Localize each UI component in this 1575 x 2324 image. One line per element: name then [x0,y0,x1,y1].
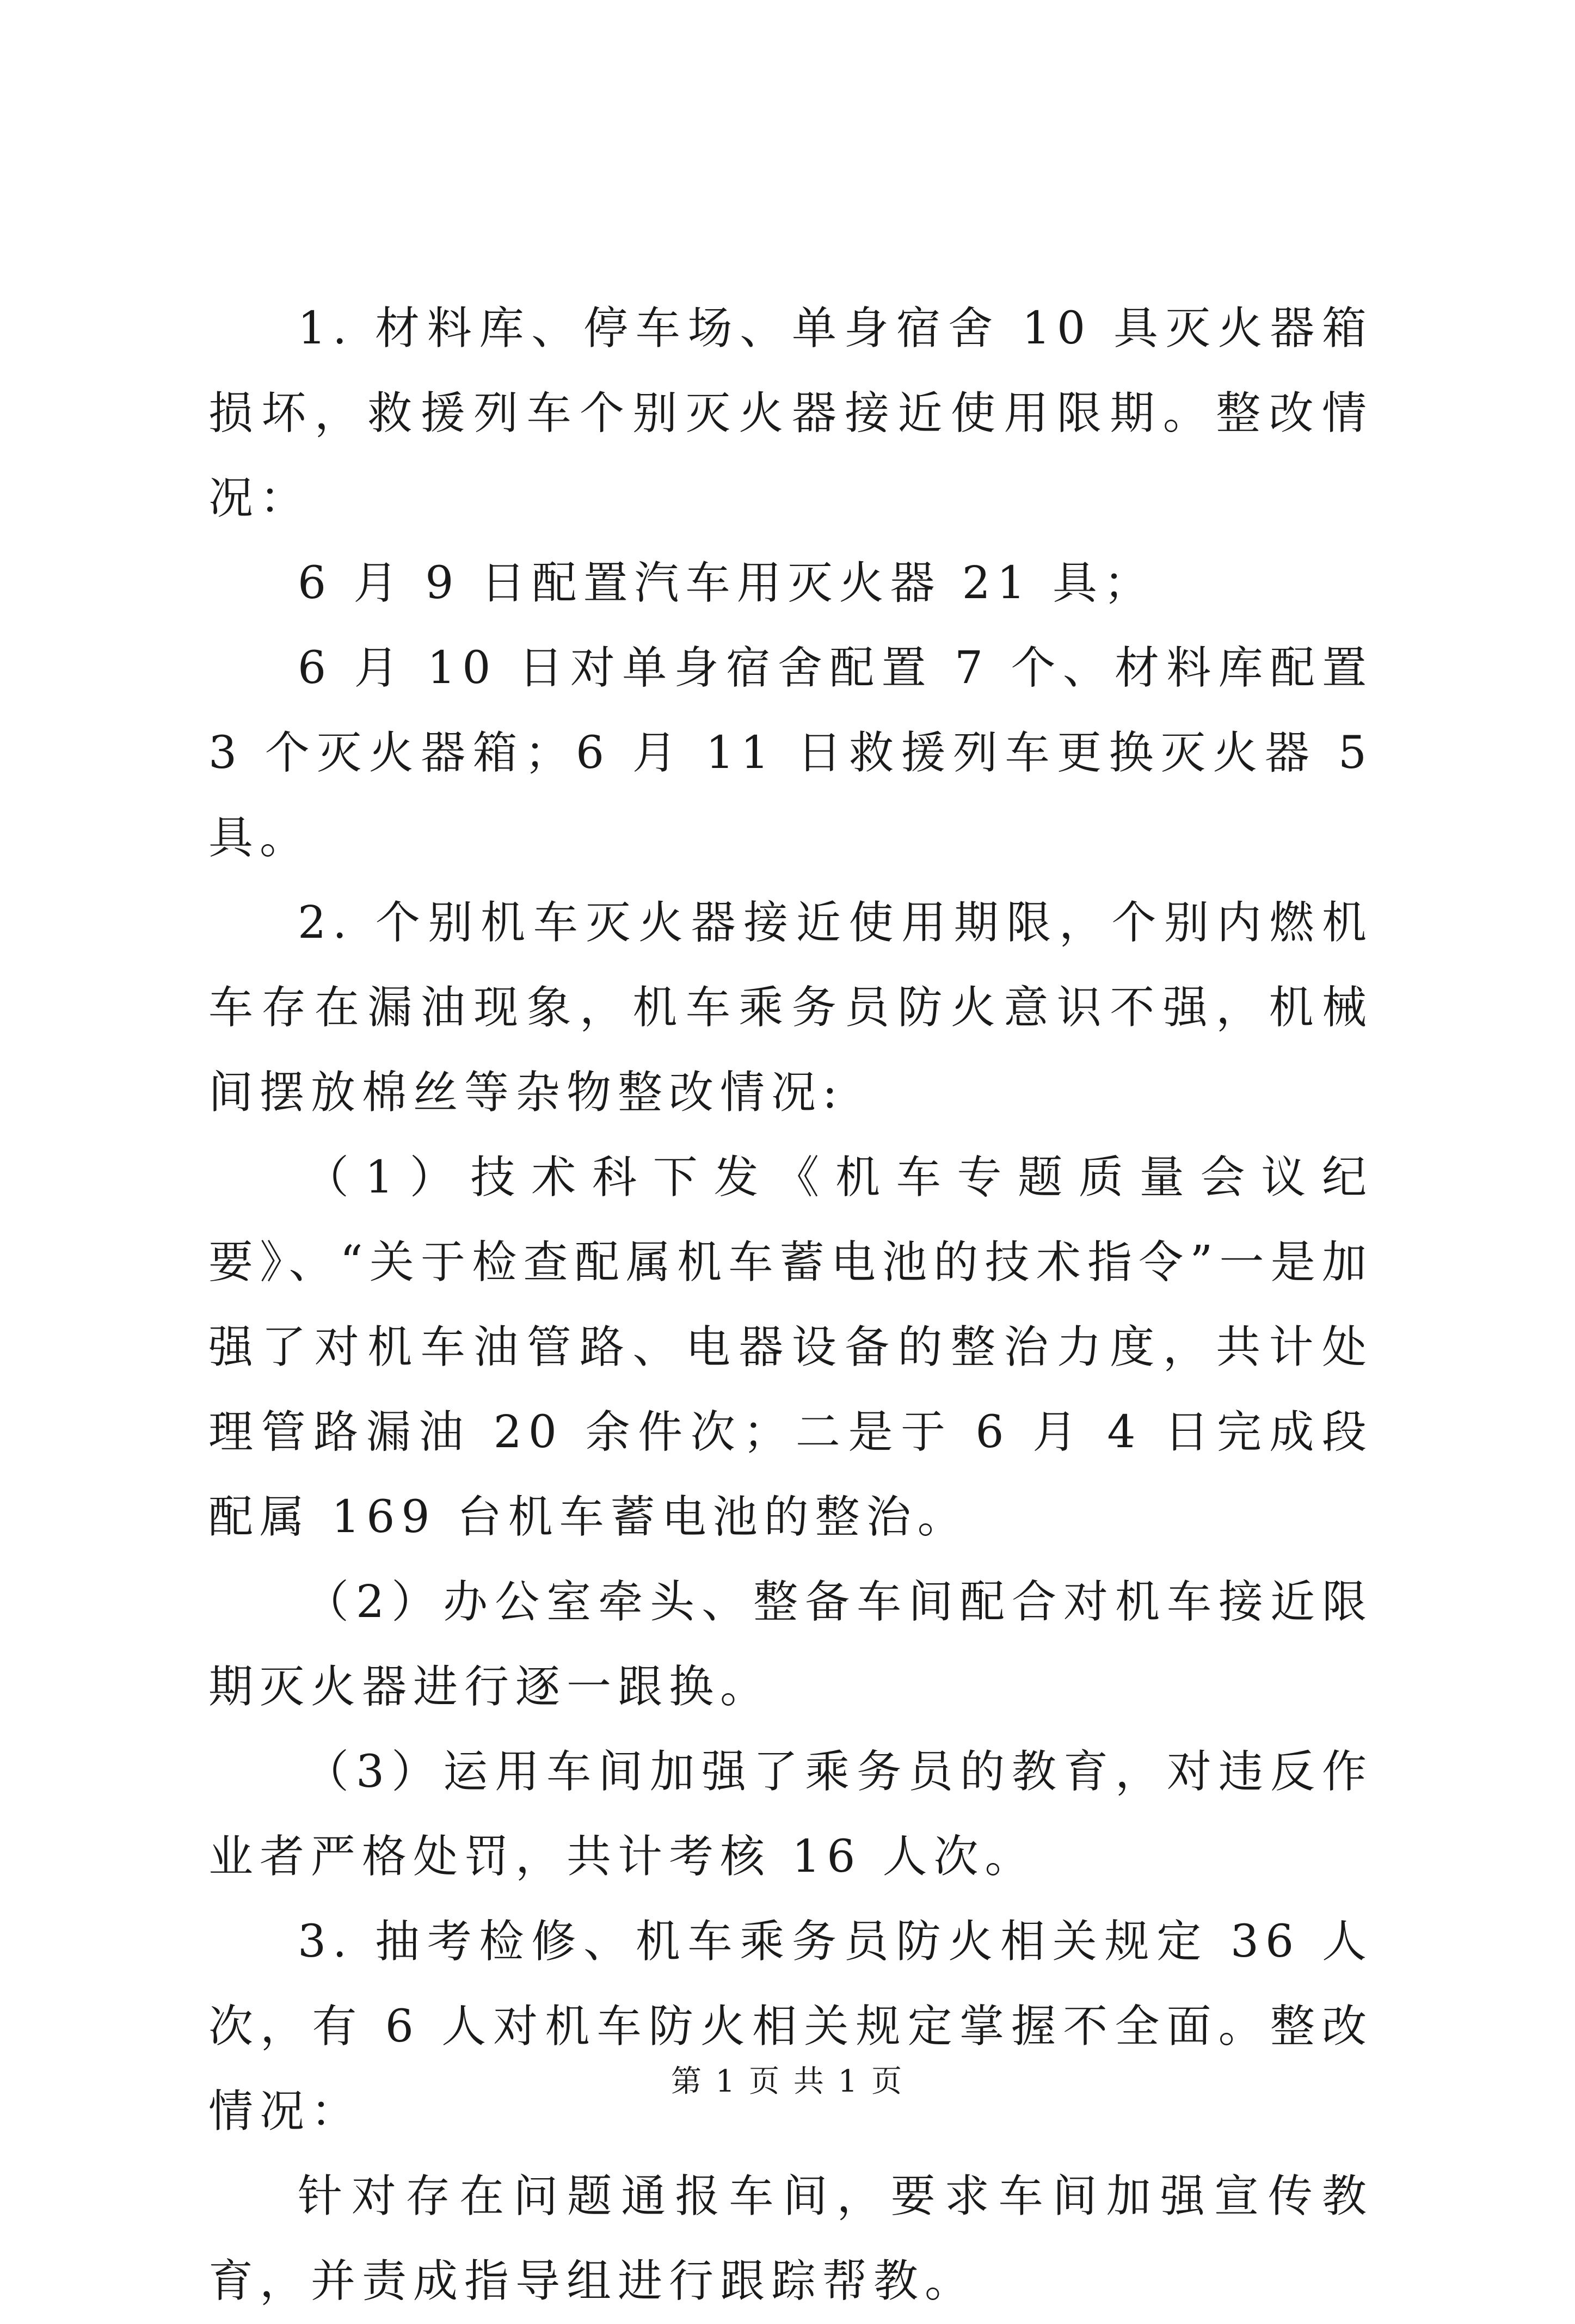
paragraph-item-1-fix-b: 6 月 10 日对单身宿舍配置 7 个、材料库配置 3 个灭火器箱；6 月 11 日救援列车更换灭火器 5 具。 [208,642,1373,864]
page-number-label: 第 1 页 共 1 页 [670,2064,905,2099]
document-body [208,286,1373,2324]
paragraph-item-1-fix-a: 6 月 9 日配置汽车用灭火器 21 具； [298,557,1155,609]
paragraph-item-2-sub-1: （1）技术科下发《机车专题质量会议纪要》、“关于检查配属机车蓄电池的技术指令”一是加强了对机车油管路、电器设备的整治力度，共计处理管路漏油 20 余件次；二是于 6 月 4 日完成段配属 169 台机车蓄电池的整治。 [208,1152,1373,1543]
paragraph-item-1: 1. 材料库、停车场、单身宿舍 10 具灭火器箱损坏，救援列车个别灭火器接近使用限期。整改情况： [208,303,1373,524]
paragraph-item-3: 3. 抽考检修、机车乘务员防火相关规定 36 人次，有 6 人对机车防火相关规定掌握不全面。整改情况： [208,1916,1373,2137]
paragraph-item-3-fix: 针对存在问题通报车间，要求车间加强宣传教育，并责成指导组进行跟踪帮教。 [208,2171,1373,2307]
paragraph-item-2-sub-3: （3）运用车间加强了乘务员的教育，对违反作业者严格处罚，共计考核 16 人次。 [208,1746,1373,1883]
paragraph-item-2-sub-2: （2）办公室牵头、整备车间配合对机车接近限期灭火器进行逐一跟换。 [208,1576,1373,1713]
page-footer [0,2057,1575,2101]
paragraph-item-2: 2. 个别机车灭火器接近使用期限，个别内燃机车存在漏油现象，机车乘务员防火意识不强，机械间摆放棉丝等杂物整改情况: [208,897,1373,1118]
